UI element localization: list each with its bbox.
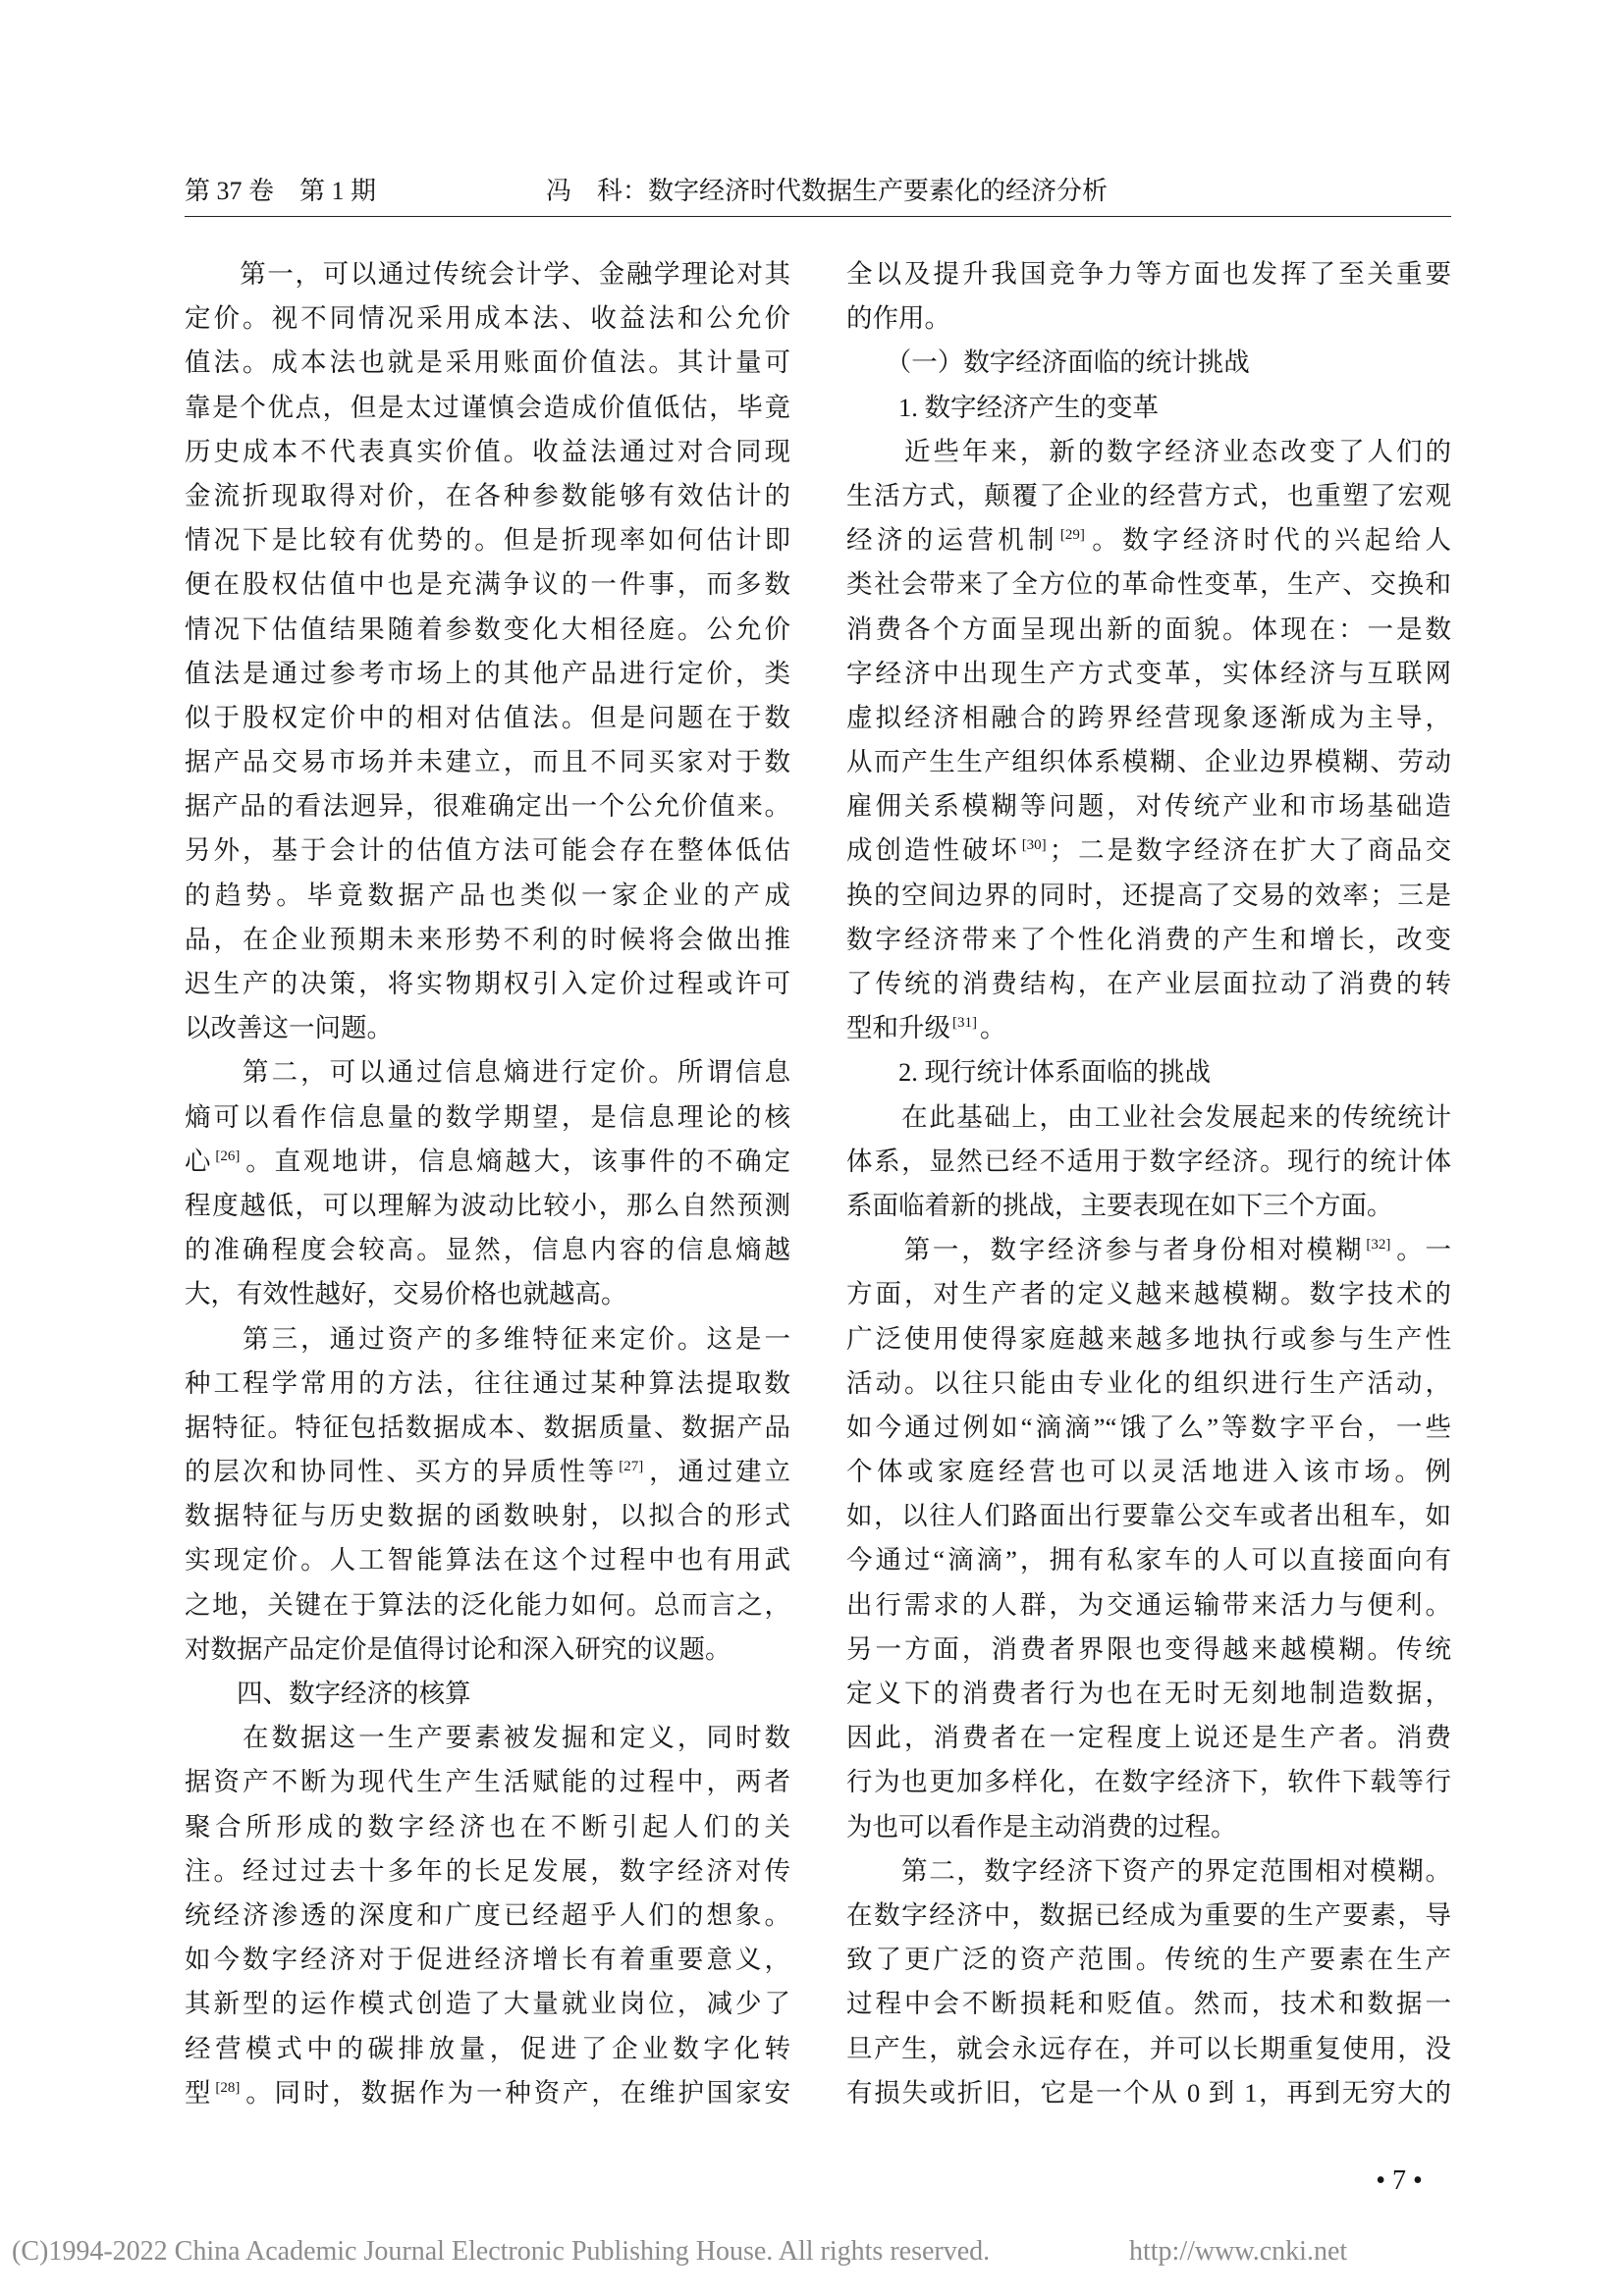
- line-text: 2. 现行统计体系面临的挑战: [846, 1057, 1211, 1088]
- text-line: [185, 1538, 790, 1582]
- text-line: [185, 1450, 790, 1494]
- text-line: [846, 918, 1451, 962]
- line-text: 种工程学常用的方法，往往通过某种算法提取数: [185, 1367, 790, 1398]
- text-line: [846, 518, 1451, 562]
- text-line: [185, 1184, 790, 1228]
- line-text: 注。经过过去十多年的长足发展，数字经济对传: [185, 1855, 790, 1886]
- text-line: [185, 1006, 790, 1050]
- line-text: 大，有效性越好，交易价格也就越高。: [185, 1279, 627, 1309]
- text-line: [846, 1894, 1451, 1938]
- text-line: [846, 1672, 1451, 1716]
- text-line: [846, 1317, 1451, 1362]
- line-text: 旦产生，就会永远存在，并可以长期重复使用，没: [846, 2033, 1451, 2063]
- text-line: [185, 1716, 790, 1760]
- line-text: 程度越低，可以理解为波动比较小，那么自然预测: [185, 1190, 790, 1220]
- citation-ref: [32]: [1366, 1237, 1391, 1254]
- line-text: 系面临着新的挑战，主要表现在如下三个方面。: [846, 1190, 1393, 1220]
- line-text: 便在股权估值中也是充满争议的一件事，而多数: [185, 569, 790, 600]
- text-line: [846, 341, 1451, 385]
- line-text: 数字经济带来了个性化消费的产生和增长，改变: [846, 924, 1451, 954]
- text-line: [185, 2027, 790, 2071]
- page-number: • 7 •: [1376, 2165, 1423, 2196]
- line-text: 第二，可以通过信息熵进行定价。所谓信息: [185, 1057, 790, 1088]
- text-line: [185, 518, 790, 562]
- text-line: [185, 874, 790, 918]
- text-line: [846, 1583, 1451, 1628]
- line-text: 虚拟经济相融合的跨界经营现象逐渐成为主导，: [846, 702, 1451, 732]
- text-line: [846, 1095, 1451, 1140]
- text-line: [185, 1317, 790, 1362]
- text-line: [185, 1228, 790, 1272]
- text-line: [846, 562, 1451, 607]
- line-text: 如今通过例如“滴滴”“饿了么”等数字平台，一些: [846, 1412, 1451, 1442]
- text-line: [185, 740, 790, 784]
- line-text: 了传统的消费结构，在产业层面拉动了消费的转: [846, 969, 1451, 998]
- line-text: 值法是通过参考市场上的其他产品进行定价，类: [185, 658, 790, 688]
- text-line: [846, 1849, 1451, 1894]
- text-line: [846, 1406, 1451, 1450]
- text-line: [846, 1982, 1451, 2026]
- text-line: [846, 1272, 1451, 1316]
- line-text: ；二是数字经济在扩大了商品交: [1049, 835, 1452, 866]
- line-text: 。数字经济时代的兴起给人: [1087, 525, 1452, 556]
- line-text: 有损失或折旧，它是一个从 0 到 1，再到无穷大的: [846, 2077, 1451, 2108]
- line-text: 型: [185, 2077, 214, 2108]
- line-text: 近些年来，新的数字经济业态改变了人们的: [846, 436, 1451, 466]
- line-text: 。同时，数据作为一种资产，在维护国家安: [243, 2077, 791, 2108]
- line-text: 数据特征与历史数据的函数映射，以拟合的形式: [185, 1501, 790, 1531]
- text-line: [185, 1406, 790, 1450]
- line-text: 经济的运营机制: [846, 525, 1058, 556]
- line-text: 体系，显然已经不适用于数字经济。现行的统计体: [846, 1146, 1451, 1176]
- text-line: [185, 341, 790, 385]
- text-line: [185, 1849, 790, 1894]
- line-text: 经营模式中的碳排放量，促进了企业数字化转: [185, 2033, 790, 2063]
- line-text: 另外，基于会计的估值方法可能会存在整体低估: [185, 835, 790, 866]
- line-text: 据特征。特征包括数据成本、数据质量、数据产品: [185, 1412, 790, 1442]
- line-text: 。一: [1393, 1235, 1452, 1265]
- line-text: 历史成本不代表真实价值。收益法通过对合同现: [185, 436, 790, 466]
- text-line: [185, 252, 790, 296]
- line-text: 生活方式，颠覆了企业的经营方式，也重塑了宏观: [846, 480, 1451, 510]
- text-line: [846, 1228, 1451, 1272]
- text-line: [185, 1672, 790, 1716]
- line-text: 全以及提升我国竞争力等方面也发挥了至关重要: [846, 259, 1451, 289]
- line-text: 致了更广泛的资产范围。传统的生产要素在生产: [846, 1945, 1451, 1975]
- left-column: [185, 252, 790, 2115]
- line-text: 的趋势。毕竟数据产品也类似一家企业的产成: [185, 880, 790, 910]
- text-line: [185, 784, 790, 828]
- line-text: 为也可以看作是主动消费的过程。: [846, 1811, 1237, 1842]
- citation-ref: [26]: [215, 1148, 241, 1164]
- text-line: [846, 1050, 1451, 1095]
- header-rule: [185, 216, 1451, 217]
- line-text: 第二，数字经济下资产的界定范围相对模糊。: [846, 1855, 1451, 1886]
- text-line: [185, 562, 790, 607]
- text-line: [185, 430, 790, 474]
- text-line: [185, 1272, 790, 1316]
- copyright-notice: (C)1994-2022 China Academic Journal Electronic Publishing House. All rights reserved.: [12, 2236, 991, 2267]
- line-text: 从而产生生产组织体系模糊、企业边界模糊、劳动: [846, 747, 1451, 777]
- text-line: [185, 1050, 790, 1095]
- line-text: 金流折现取得对价，在各种参数能够有效估计的: [185, 480, 790, 510]
- line-text: 今通过“滴滴”，拥有私家车的人可以直接面向有: [846, 1545, 1451, 1575]
- line-text: 如今数字经济对于促进经济增长有着重要意义，: [185, 1945, 790, 1975]
- text-line: [846, 1140, 1451, 1184]
- text-line: [846, 1628, 1451, 1672]
- line-text: 的作用。: [846, 303, 950, 334]
- line-text: 成创造性破坏: [846, 835, 1020, 866]
- line-text: 因此，消费者在一定程度上说还是生产者。消费: [846, 1723, 1451, 1753]
- text-line: [185, 1628, 790, 1672]
- text-line: [185, 1362, 790, 1406]
- line-text: 在数据这一生产要素被发掘和定义，同时数: [185, 1723, 790, 1753]
- citation-ref: [28]: [215, 2079, 241, 2096]
- running-title: 冯 科：数字经济时代数据生产要素化的经济分析: [546, 177, 1109, 205]
- line-text: 定价。视不同情况采用成本法、收益法和公允价: [185, 303, 790, 334]
- text-line: [846, 386, 1451, 430]
- text-line: [846, 296, 1451, 341]
- text-line: [846, 2027, 1451, 2071]
- line-text: ，通过建立: [646, 1457, 791, 1487]
- line-text: 过程中会不断损耗和贬值。然而，技术和数据一: [846, 1989, 1451, 2019]
- line-text: 出行需求的人群，为交通运输带来活力与便利。: [846, 1589, 1451, 1620]
- line-text: （一）数字经济面临的统计挑战: [846, 347, 1250, 378]
- text-line: [185, 1095, 790, 1140]
- text-line: [846, 1938, 1451, 1982]
- citation-ref: [31]: [952, 1015, 977, 1032]
- text-line: [185, 1760, 790, 1804]
- line-text: 的层次和协同性、买方的异质性等: [185, 1457, 618, 1487]
- citation-ref: [29]: [1059, 527, 1085, 544]
- right-column: [846, 252, 1451, 2115]
- text-line: [185, 2071, 790, 2115]
- text-line: [185, 608, 790, 652]
- text-line: [846, 1450, 1451, 1494]
- line-text: 类社会带来了全方位的革命性变革，生产、交换和: [846, 569, 1451, 600]
- line-text: 如，以往人们路面出行要靠公交车或者出租车，如: [846, 1501, 1451, 1531]
- volume-issue: 第 37 卷 第 1 期: [185, 177, 377, 205]
- line-text: 四、数字经济的核算: [185, 1679, 471, 1708]
- line-text: 在数字经济中，数据已经成为重要的生产要素，导: [846, 1899, 1451, 1930]
- text-line: [185, 962, 790, 1006]
- line-text: 第三，通过资产的多维特征来定价。这是一: [185, 1323, 790, 1354]
- line-text: 对数据产品定价是值得讨论和深入研究的议题。: [185, 1633, 731, 1664]
- line-text: 在此基础上，由工业社会发展起来的传统统计: [846, 1101, 1451, 1132]
- text-line: [185, 1982, 790, 2026]
- text-line: [846, 652, 1451, 696]
- line-text: 统经济渗透的深度和广度已经超乎人们的想象。: [185, 1899, 790, 1930]
- line-text: 实现定价。人工智能算法在这个过程中也有用武: [185, 1545, 790, 1575]
- line-text: 1. 数字经济产生的变革: [846, 392, 1159, 422]
- line-text: 据产品的看法迥异，很难确定出一个公允价值来。: [185, 791, 790, 822]
- text-line: [846, 1805, 1451, 1849]
- line-text: 另一方面，消费者界限也变得越来越模糊。传统: [846, 1633, 1451, 1664]
- citation-ref: [27]: [619, 1459, 644, 1475]
- line-text: 之地，关键在于算法的泛化能力如何。总而言之，: [185, 1589, 790, 1620]
- text-line: [846, 2071, 1451, 2115]
- line-text: 似于股权定价中的相对估值法。但是问题在于数: [185, 702, 790, 732]
- text-line: [185, 296, 790, 341]
- line-text: 据产品交易市场并未建立，而且不同买家对于数: [185, 747, 790, 777]
- text-line: [185, 386, 790, 430]
- text-line: [185, 1583, 790, 1628]
- line-text: 据资产不断为现代生产生活赋能的过程中，两者: [185, 1767, 790, 1797]
- line-text: 迟生产的决策，将实物期权引入定价过程或许可: [185, 969, 790, 998]
- citation-ref: [30]: [1021, 837, 1047, 854]
- line-text: 字经济中出现生产方式变革，实体经济与互联网: [846, 658, 1451, 688]
- line-text: 品，在企业预期未来形势不利的时候将会做出推: [185, 924, 790, 954]
- text-line: [846, 608, 1451, 652]
- line-text: 靠是个优点，但是太过谨慎会造成价值低估，毕竟: [185, 392, 790, 422]
- text-line: [846, 1760, 1451, 1804]
- text-line: [846, 1006, 1451, 1050]
- line-text: 个体或家庭经营也可以灵活地进入该市场。例: [846, 1457, 1451, 1487]
- text-line: [846, 1538, 1451, 1582]
- text-line: [185, 1494, 790, 1538]
- line-text: 广泛使用使得家庭越来越多地执行或参与生产性: [846, 1323, 1451, 1354]
- line-text: 熵可以看作信息量的数学期望，是信息理论的核: [185, 1101, 790, 1132]
- line-text: 第一，可以通过传统会计学、金融学理论对其: [185, 259, 790, 289]
- text-line: [185, 1805, 790, 1849]
- line-text: 情况下估值结果随着参数变化大相径庭。公允价: [185, 614, 790, 644]
- text-line: [185, 474, 790, 518]
- line-text: 心: [185, 1146, 214, 1176]
- line-text: 情况下是比较有优势的。但是折现率如何估计即: [185, 525, 790, 556]
- line-text: 消费各个方面呈现出新的面貌。体现在：一是数: [846, 614, 1451, 644]
- line-text: 以改善这一问题。: [185, 1013, 393, 1043]
- text-line: [185, 918, 790, 962]
- line-text: 。直观地讲，信息熵越大，该事件的不确定: [243, 1146, 791, 1176]
- line-text: 值法。成本法也就是采用账面价值法。其计量可: [185, 347, 790, 378]
- website-url: http://www.cnki.net: [1129, 2236, 1348, 2267]
- text-line: [846, 1184, 1451, 1228]
- text-line: [185, 828, 790, 873]
- text-line: [185, 696, 790, 740]
- line-text: 。: [980, 1013, 1006, 1043]
- text-line: [185, 1894, 790, 1938]
- line-text: 行为也更加多样化，在数字经济下，软件下载等行: [846, 1767, 1451, 1797]
- line-text: 的准确程度会较高。显然，信息内容的信息熵越: [185, 1235, 790, 1265]
- line-text: 第一，数字经济参与者身份相对模糊: [846, 1235, 1365, 1265]
- text-line: [846, 252, 1451, 296]
- line-text: 换的空间边界的同时，还提高了交易的效率；三是: [846, 880, 1451, 910]
- text-line: [185, 1140, 790, 1184]
- line-text: 聚合所形成的数字经济也在不断引起人们的关: [185, 1811, 790, 1842]
- text-line: [846, 696, 1451, 740]
- line-text: 定义下的消费者行为也在无时无刻地制造数据，: [846, 1679, 1451, 1708]
- text-line: [846, 474, 1451, 518]
- line-text: 方面，对生产者的定义越来越模糊。数字技术的: [846, 1279, 1451, 1309]
- text-line: [846, 740, 1451, 784]
- line-text: 雇佣关系模糊等问题，对传统产业和市场基础造: [846, 791, 1451, 822]
- text-line: [846, 784, 1451, 828]
- line-text: 型和升级: [846, 1013, 950, 1043]
- line-text: 其新型的运作模式创造了大量就业岗位，减少了: [185, 1989, 790, 2019]
- text-line: [846, 1362, 1451, 1406]
- text-line: [185, 1938, 790, 1982]
- line-text: 活动。以往只能由专业化的组织进行生产活动，: [846, 1367, 1451, 1398]
- text-line: [846, 1716, 1451, 1760]
- text-line: [185, 652, 790, 696]
- text-line: [846, 430, 1451, 474]
- text-line: [846, 1494, 1451, 1538]
- text-line: [846, 962, 1451, 1006]
- text-line: [846, 828, 1451, 873]
- text-line: [846, 874, 1451, 918]
